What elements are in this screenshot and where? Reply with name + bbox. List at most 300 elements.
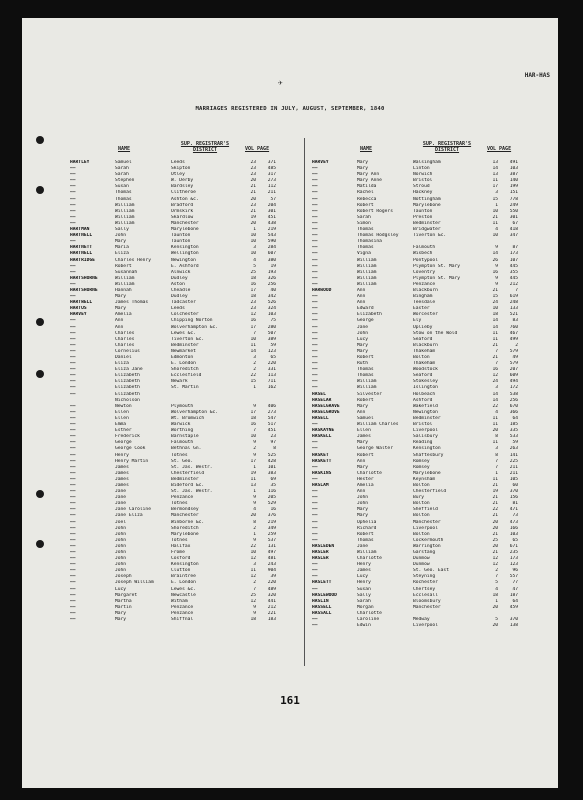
given-name-cell: Edward [357, 306, 374, 312]
given-name-cell: John [115, 556, 127, 562]
surname-cell: —— [312, 220, 318, 226]
district-cell: Newmarket [171, 348, 196, 354]
given-name-cell: George [357, 318, 374, 324]
page-cell: 342 [267, 294, 276, 300]
volume-cell: 8 [495, 452, 498, 458]
district-cell: Plymouth [171, 403, 194, 409]
surname-cell: —— [312, 513, 318, 519]
district-cell: Bridgwater [413, 227, 441, 233]
given-name-cell: John [357, 330, 369, 336]
page-cell: 151 [509, 190, 518, 196]
given-name-cell: George Cook [115, 446, 146, 452]
district-cell: Penzance [413, 281, 436, 287]
district-cell: Tadcaster [171, 300, 196, 306]
volume-cell: 26 [492, 257, 498, 263]
surname-cell: —— [312, 489, 318, 495]
page-cell: 380 [267, 257, 276, 263]
district-cell: Shaftesbury [413, 452, 444, 458]
surname-cell: HARTLEY [70, 160, 90, 165]
given-name-cell: Mary [115, 239, 127, 245]
district-cell: Dunmow [413, 556, 430, 562]
given-name-cell: George Walter [357, 446, 393, 452]
page-cell: 138 [509, 623, 518, 629]
given-name-cell: Lucy [357, 336, 369, 342]
surname-cell: HASLEDEN [312, 543, 335, 549]
volume-cell: 9 [253, 604, 256, 610]
given-name-cell: Elizabeth [115, 385, 140, 391]
page-cell: 35 [270, 482, 276, 488]
page-cell: 219 [267, 519, 276, 525]
header-name: NAME [118, 146, 131, 152]
surname-cell: —— [312, 294, 318, 300]
page-cell: 97 [270, 440, 276, 446]
page-cell: 185 [509, 422, 518, 428]
district-cell: Dudley [171, 275, 188, 281]
surname-cell: —— [70, 342, 76, 348]
district-cell: Nottingham [413, 196, 441, 202]
district-cell: Teesdale [413, 300, 436, 306]
volume-cell: 19 [250, 214, 256, 220]
page-cell: 507 [267, 330, 276, 336]
page-cell: 40 [270, 287, 276, 293]
district-cell: St. Jas. Westr. [171, 464, 213, 470]
district-cell: Rochester [413, 580, 438, 586]
surname-cell: —— [70, 281, 76, 287]
district-cell: Thakeham [413, 361, 436, 367]
given-name-cell: James [115, 482, 129, 488]
volume-cell: 14 [492, 324, 498, 330]
district-cell: Holbeach [413, 391, 436, 397]
given-name-cell: Ophelia [357, 519, 377, 525]
page-cell: 259 [267, 531, 276, 537]
district-cell: Kensington [171, 245, 199, 251]
district-cell: Ormskirk [171, 208, 194, 214]
given-name-cell: John [115, 531, 127, 537]
given-name-cell: Vigna [357, 251, 371, 257]
given-name-cell: Ellen [357, 428, 371, 434]
page-cell: 418 [509, 227, 518, 233]
given-name-cell: William [115, 208, 135, 214]
page-cell: 8 [273, 446, 276, 452]
volume-cell: 11 [492, 422, 498, 428]
given-name-cell: Ann [115, 318, 124, 324]
given-name-cell: Eliza [115, 361, 129, 367]
volume-cell: 2 [253, 580, 256, 586]
given-name-cell: Susannah [115, 269, 138, 275]
volume-cell: 12 [250, 556, 256, 562]
volume-cell: 16 [492, 367, 498, 373]
page-cell: 183 [267, 617, 276, 623]
given-name-cell: Thomasina [357, 239, 382, 245]
volume-cell: 11 [492, 415, 498, 421]
page-cell: 123 [509, 562, 518, 568]
district-cell: Seaford [413, 336, 433, 342]
district-cell: Bethnal Gn. [171, 446, 202, 452]
volume-cell: 19 [250, 470, 256, 476]
given-name-cell: Mary [357, 342, 369, 348]
register-page [22, 18, 558, 788]
page-cell: 57 [270, 196, 276, 202]
volume-cell: 11 [492, 178, 498, 184]
page-cell: 473 [509, 519, 518, 525]
given-name-cell: William [115, 214, 135, 220]
district-cell: Kensington [171, 562, 199, 568]
given-name-cell: Thomas [357, 245, 374, 251]
given-name-cell: John [115, 543, 127, 549]
page-cell: 376 [267, 513, 276, 519]
page-cell: 73 [512, 513, 518, 519]
page-cell: 243 [267, 562, 276, 568]
district-cell: Totnes [171, 501, 188, 507]
district-cell: Kensington [413, 446, 441, 452]
district-cell: Bradford [171, 202, 194, 208]
given-name-cell: John [115, 525, 127, 531]
given-name-cell: Charles Henry [115, 257, 151, 263]
volume-cell: 4 [495, 586, 498, 592]
volume-cell: 22 [492, 507, 498, 513]
given-name-cell: Mary [115, 306, 127, 312]
volume-cell: 20 [492, 519, 498, 525]
surname-cell: —— [70, 269, 76, 275]
volume-cell: 3 [495, 190, 498, 196]
page-cell: 619 [509, 294, 518, 300]
page-cell: 489 [267, 586, 276, 592]
page-cell: 173 [509, 556, 518, 562]
volume-cell: 15 [250, 379, 256, 385]
district-cell: Newcastle [171, 592, 196, 598]
page-cell: 529 [267, 501, 276, 507]
page-cell: 235 [509, 550, 518, 555]
given-name-cell: James [357, 568, 371, 574]
given-name-cell: Elizabeth [357, 312, 382, 318]
surname-cell: —— [312, 202, 318, 208]
given-name-cell: Ann [357, 458, 366, 464]
given-name-cell: Lucy [115, 586, 127, 592]
surname-cell: —— [312, 257, 318, 263]
page-cell: 156 [509, 495, 518, 501]
district-cell: Bedminster [171, 342, 199, 348]
district-cell: Manchester [171, 513, 199, 519]
given-name-cell: Sally [115, 227, 129, 233]
volume-cell: 11 [250, 342, 256, 348]
volume-cell: 12 [250, 574, 256, 580]
column-header [70, 138, 295, 160]
district-cell: Skipton [171, 166, 191, 172]
surname-cell: —— [70, 202, 76, 208]
given-name-cell: Henry [357, 580, 371, 586]
surname-cell: —— [70, 428, 76, 434]
page-cell: 451 [267, 428, 276, 434]
surname-cell: HASEL [312, 391, 326, 397]
page-cell: 467 [509, 330, 518, 336]
volume-cell: 10 [492, 233, 498, 239]
district-cell: Alnwick [171, 269, 191, 275]
page-cell: 355 [509, 269, 518, 275]
page-number: 161 [280, 694, 300, 707]
volume-cell: 7 [495, 458, 498, 464]
volume-cell: 10 [250, 434, 256, 440]
volume-cell: 12 [492, 556, 498, 562]
volume-cell: 13 [492, 160, 498, 165]
surname-cell: —— [312, 464, 318, 470]
surname-cell: —— [70, 495, 76, 501]
volume-cell: 2 [253, 367, 256, 373]
district-cell: Ashton &c. [171, 196, 199, 202]
table-row [70, 617, 295, 623]
given-name-cell: Caroline [357, 617, 380, 623]
volume-cell: 4 [253, 257, 256, 263]
given-name-cell: Henry Martin [115, 458, 149, 464]
district-cell: Taunton [171, 239, 191, 245]
surname-cell: —— [312, 184, 318, 190]
given-name-cell: Edwin [357, 623, 371, 629]
volume-cell: 7 [253, 586, 256, 592]
district-cell: Penzance [171, 495, 194, 501]
district-cell: Seaford [413, 373, 433, 379]
surname-cell: —— [70, 318, 76, 324]
district-cell: Colchester [171, 312, 199, 318]
given-name-cell: Robert Rogers [357, 208, 393, 214]
volume-cell: 3 [253, 562, 256, 568]
surname-cell: —— [312, 214, 318, 220]
volume-cell: 20 [250, 178, 256, 184]
page-cell: 96 [512, 568, 518, 574]
district-cell: Chertsey [413, 586, 436, 592]
surname-cell: —— [312, 318, 318, 324]
surname-cell: —— [312, 172, 318, 178]
page-cell: 280 [267, 324, 276, 330]
volume-cell: 21 [250, 190, 256, 196]
volume-cell: 20 [492, 525, 498, 531]
surname-cell: —— [70, 604, 76, 610]
volume-cell: 13 [492, 172, 498, 178]
district-cell: Lewes &c. [171, 330, 196, 336]
district-cell: Liverpool [413, 428, 438, 434]
left-entries [70, 160, 295, 623]
volume-cell: 21 [492, 513, 498, 519]
volume-cell: 18 [250, 294, 256, 300]
page-cell: 59 [270, 342, 276, 348]
page-cell: 256 [509, 397, 518, 403]
district-cell: Falmouth [413, 245, 436, 251]
given-name-cell: Stephen [115, 178, 135, 184]
district-cell: Tiverton &c. [171, 336, 205, 342]
header-district: SUP. REGISTRAR'S DISTRICT [180, 141, 230, 153]
volume-cell: 22 [250, 373, 256, 379]
page-cell: 370 [509, 617, 518, 623]
district-cell: Cockermouth [413, 537, 444, 543]
volume-cell: 1 [253, 385, 256, 391]
given-name-cell: Jane Eliza [115, 513, 143, 519]
surname-cell: —— [312, 568, 318, 574]
volume-cell: 9 [253, 501, 256, 507]
given-name-cell: Sarah [115, 172, 129, 178]
given-name-cell: William [357, 385, 377, 391]
page-cell: 263 [509, 446, 518, 452]
page-cell: 445 [509, 263, 518, 269]
given-name-cell: William [115, 281, 135, 287]
district-cell: Warwick [171, 422, 191, 428]
volume-cell: 9 [495, 263, 498, 269]
given-name-cell: Frederick [115, 434, 140, 440]
surname-cell: —— [70, 330, 76, 336]
given-name-cell: Ellen [115, 415, 129, 421]
district-cell: Romsey [413, 458, 430, 464]
district-cell: Bedminster [171, 476, 199, 482]
page-cell: 112 [267, 184, 276, 190]
page-cell: 67 [512, 220, 518, 226]
surname-cell: —— [312, 476, 318, 482]
volume-cell: 9 [495, 245, 498, 251]
district-cell: Edmonton [171, 355, 194, 360]
given-name-cell: Mary [357, 507, 369, 513]
page-cell: 499 [509, 336, 518, 342]
volume-cell: 9 [253, 537, 256, 543]
given-name-cell: Simon [357, 220, 371, 226]
page-cell: 19 [270, 263, 276, 269]
district-cell: Linton [413, 166, 430, 172]
volume-cell: 21 [492, 482, 498, 488]
given-name-cell: Mary [357, 513, 369, 519]
given-name-cell: Jane [115, 489, 127, 495]
page-cell: 366 [509, 409, 518, 415]
surname-cell: —— [312, 239, 318, 245]
volume-cell: 21 [492, 342, 498, 348]
given-name-cell: Jane Caroline [115, 507, 151, 513]
page-cell: 459 [509, 604, 518, 610]
page-cell: 438 [267, 220, 276, 226]
volume-cell: 18 [250, 617, 256, 623]
page-cell: 335 [509, 428, 518, 434]
given-name-cell: Thomas Hodgsley [357, 233, 399, 239]
given-name-cell: Amelia [115, 312, 132, 318]
page-cell: 349 [267, 525, 276, 531]
district-cell: Marylebone [171, 531, 199, 537]
volume-cell: 18 [250, 275, 256, 281]
page-cell: 370 [509, 489, 518, 495]
district-cell: Falmouth [171, 440, 194, 446]
volume-cell: 2 [253, 361, 256, 367]
surname-cell: HARTNELL [70, 233, 93, 239]
district-cell: Wt. Bromwich [171, 415, 205, 421]
surname-cell: —— [70, 422, 76, 428]
given-name-cell: Newton [115, 403, 132, 409]
given-name-cell: Maria [115, 245, 129, 251]
given-name-cell: Robert [115, 263, 132, 269]
surname-cell: —— [312, 300, 318, 306]
given-name-cell: John [357, 501, 369, 507]
district-cell: Plympton St. Mary [413, 263, 461, 269]
surname-cell: —— [70, 537, 76, 543]
district-cell: Bolton [413, 513, 430, 519]
surname-cell: —— [312, 275, 318, 281]
surname-cell: —— [312, 422, 318, 428]
surname-cell: —— [70, 220, 76, 226]
punch-hole [36, 490, 44, 498]
page-cell: 219 [267, 227, 276, 233]
surname-cell: —— [312, 501, 318, 507]
surname-cell: HASKELL [312, 434, 332, 440]
page-cell: 445 [509, 275, 518, 281]
surname-cell: HASELL [312, 415, 329, 421]
volume-cell: 17 [250, 324, 256, 330]
surname-cell: —— [312, 196, 318, 202]
given-name-cell: Joseph [115, 574, 132, 580]
given-name-cell: William [115, 275, 135, 281]
given-name-cell: William [357, 550, 377, 555]
district-cell: Tiverton &c. [413, 233, 447, 239]
surname-cell: —— [70, 543, 76, 549]
page-cell: 441 [267, 598, 276, 604]
volume-cell: 5 [253, 263, 256, 269]
district-cell: Coventry [413, 269, 436, 275]
given-name-cell: Morgan [357, 604, 374, 610]
surname-cell: HARTRIDGE [70, 257, 95, 263]
volume-cell: 25 [492, 537, 498, 543]
surname-cell: —— [312, 336, 318, 342]
volume-cell: 1 [253, 531, 256, 537]
volume-cell: 23 [250, 166, 256, 172]
volume-cell: 21 [250, 184, 256, 190]
volume-cell: 14 [492, 318, 498, 324]
district-cell: Salisbury [413, 434, 438, 440]
page-cell: 81 [512, 501, 518, 507]
page-cell: 59 [512, 440, 518, 446]
surname-cell: —— [312, 355, 318, 360]
given-name-cell: Thomas [115, 196, 132, 202]
surname-cell: HARTNELL [70, 251, 93, 257]
given-name-cell: Sally [357, 592, 371, 598]
given-name-cell: Martin [115, 604, 132, 610]
volume-cell: 11 [250, 476, 256, 482]
given-name-cell: William [115, 220, 135, 226]
given-name-cell: Robert [357, 531, 374, 537]
surname-cell: —— [70, 403, 76, 409]
surname-cell: —— [70, 531, 76, 537]
volume-cell: 14 [492, 166, 498, 172]
page-cell: 248 [509, 300, 518, 306]
page-cell: 481 [267, 556, 276, 562]
volume-cell: 1 [495, 202, 498, 208]
given-name-cell: Jane [357, 543, 369, 549]
surname-cell: —— [312, 263, 318, 269]
volume-cell: 8 [495, 434, 498, 440]
given-name-cell: James [115, 470, 129, 476]
volume-cell: 23 [250, 202, 256, 208]
page-cell: 64 [512, 415, 518, 421]
surname-cell: —— [312, 574, 318, 580]
given-name-cell: Thomas [357, 373, 374, 379]
volume-cell: 20 [492, 623, 498, 629]
page-cell: 83 [512, 318, 518, 324]
given-name-cell: Charles [115, 342, 135, 348]
district-cell: Romsey [413, 464, 430, 470]
district-cell: Keynsham [413, 476, 436, 482]
given-name-cell: William [357, 263, 377, 269]
surname-cell: —— [312, 178, 318, 184]
surname-cell: HARVEY [70, 312, 87, 318]
district-cell: Stroud [413, 184, 430, 190]
page-cell: 547 [267, 415, 276, 421]
district-cell: Braintree [171, 574, 196, 580]
page-cell: 16 [270, 507, 276, 513]
given-name-cell: Rebecca [357, 196, 377, 202]
district-cell: Bolton [413, 501, 430, 507]
page-cell: 131 [267, 543, 276, 549]
page-cell: 65 [512, 537, 518, 543]
district-cell: St. Geo. East [413, 568, 449, 574]
surname-cell: —— [70, 373, 76, 379]
